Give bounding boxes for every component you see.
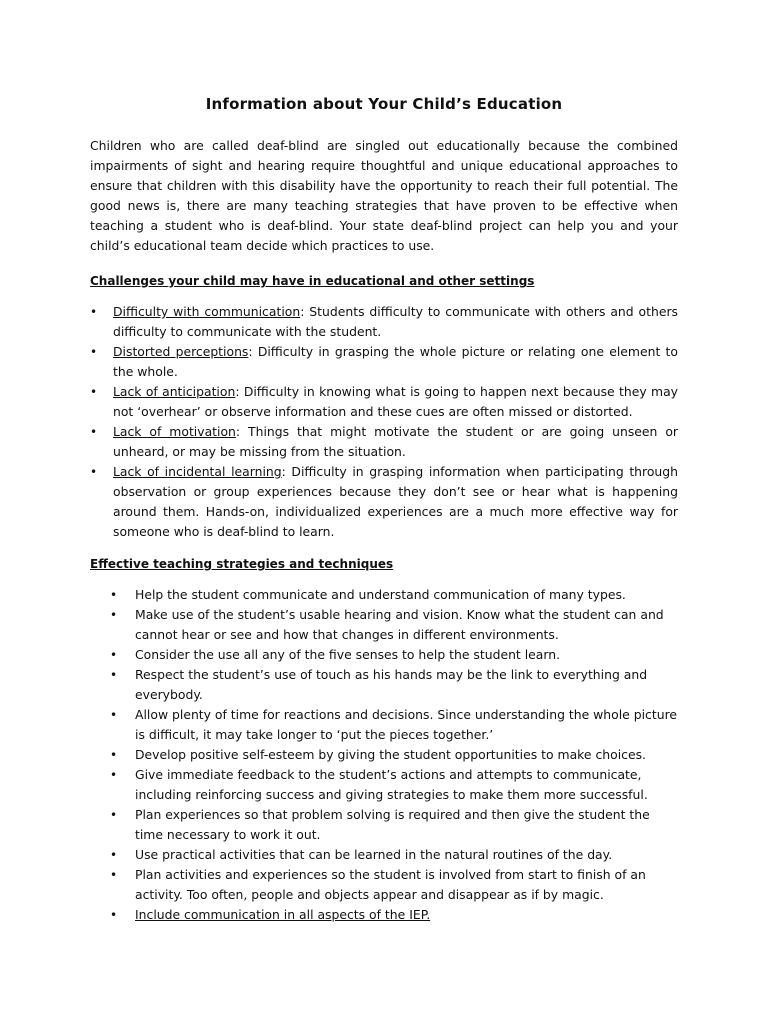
- challenge-text: : Difficulty in grasping information when participating through observation or group experiences because they don’t see or hear what is happening around them. Hands-on, individualized experiences are a much more effective way for someone who is deaf-blind to learn.: [113, 464, 679, 539]
- bullet-icon: •: [110, 668, 118, 682]
- page-title: Information about Your Child’s Education: [205, 95, 563, 113]
- bullet-icon: •: [90, 465, 98, 479]
- challenge-term: Lack of incidental learning: [113, 464, 282, 479]
- strategy-text: Plan activities and experiences so the student is involved from start to finish of an activity. Too often, people and objects appear and disappear as if by magic.: [135, 867, 646, 902]
- strategies-heading: Effective teaching strategies and techniques: [90, 557, 394, 571]
- strategy-text: Develop positive self-esteem by giving the student opportunities to make choices.: [135, 747, 646, 762]
- challenges-list: [90, 302, 678, 542]
- strategy-text: Plan experiences so that problem solving is required and then give the student the time necessary to work it out.: [135, 807, 650, 842]
- challenge-term: Lack of anticipation: [113, 384, 236, 399]
- bullet-icon: •: [90, 425, 98, 439]
- strategy-item: [110, 665, 678, 705]
- strategy-item: [110, 765, 678, 805]
- challenge-term: Lack of motivation: [113, 424, 236, 439]
- challenge-text: : Difficulty in knowing what is going to happen next because they may not ‘overhear’ or observe information and these cues are often missed or distorted.: [113, 384, 679, 419]
- strategy-item: [110, 605, 678, 645]
- strategy-text: Help the student communicate and understand communication of many types.: [135, 587, 626, 602]
- strategy-item: [110, 845, 678, 865]
- document-page: [90, 0, 678, 1024]
- strategy-text: Make use of the student’s usable hearing and vision. Know what the student can and cannot hear or see and how that changes in different environments.: [135, 607, 664, 642]
- strategies-list: [110, 585, 678, 925]
- challenges-heading: Challenges your child may have in educational and other settings: [90, 274, 535, 288]
- bullet-icon: •: [110, 868, 118, 882]
- challenge-item: [90, 382, 678, 422]
- bullet-icon: •: [90, 385, 98, 399]
- bullet-icon: •: [110, 848, 118, 862]
- strategy-item: [110, 905, 678, 925]
- strategy-item: [110, 645, 678, 665]
- strategy-text: Include communication in all aspects of the IEP.: [135, 907, 431, 922]
- challenge-term: Difficulty with communication: [113, 304, 301, 319]
- strategy-item: [110, 745, 678, 765]
- bullet-icon: •: [110, 748, 118, 762]
- bullet-icon: •: [110, 908, 118, 922]
- bullet-icon: •: [90, 305, 98, 319]
- strategy-item: [110, 865, 678, 905]
- challenge-text: : Things that might motivate the student or are going unseen or unheard, or may be missing from the situation.: [113, 424, 678, 459]
- challenge-item: [90, 302, 678, 342]
- intro-paragraph: Children who are called deaf-blind are singled out educationally because the combined impairments of sight and hearing require thoughtful and unique educational approaches to ensure that children with this disability have the opportunity to reach their full potential. The good news is, there are many teaching strategies that have proven to be effective when teaching a student who is deaf-blind. Your state deaf-blind project can help you and your child’s educational team decide which practices to use.: [90, 138, 678, 253]
- bullet-icon: •: [110, 768, 118, 782]
- challenge-item: [90, 462, 678, 542]
- strategy-text: Respect the student’s use of touch as his hands may be the link to everything and everybody.: [135, 667, 648, 702]
- challenge-text: : Students difficulty to communicate with others and others difficulty to communicate with the student.: [113, 304, 679, 339]
- bullet-icon: •: [90, 345, 98, 359]
- challenge-item: [90, 422, 678, 462]
- strategy-text: Give immediate feedback to the student’s actions and attempts to communicate, including reinforcing success and giving strategies to make them more successful.: [135, 767, 648, 802]
- challenge-item: [90, 342, 678, 382]
- challenge-term: Distorted perceptions: [113, 344, 249, 359]
- bullet-icon: •: [110, 608, 118, 622]
- strategy-item: [110, 805, 678, 845]
- strategy-text: Allow plenty of time for reactions and decisions. Since understanding the whole picture is difficult, it may take longer to ‘put the pieces together.’: [135, 707, 678, 742]
- strategy-item: [110, 585, 678, 605]
- bullet-icon: •: [110, 588, 118, 602]
- challenge-text: : Difficulty in grasping the whole picture or relating one element to the whole.: [113, 344, 678, 379]
- strategy-text: Consider the use all any of the five senses to help the student learn.: [135, 647, 561, 662]
- bullet-icon: •: [110, 648, 118, 662]
- bullet-icon: •: [110, 708, 118, 722]
- bullet-icon: •: [110, 808, 118, 822]
- strategy-item: [110, 705, 678, 745]
- strategy-text: Use practical activities that can be learned in the natural routines of the day.: [135, 847, 613, 862]
